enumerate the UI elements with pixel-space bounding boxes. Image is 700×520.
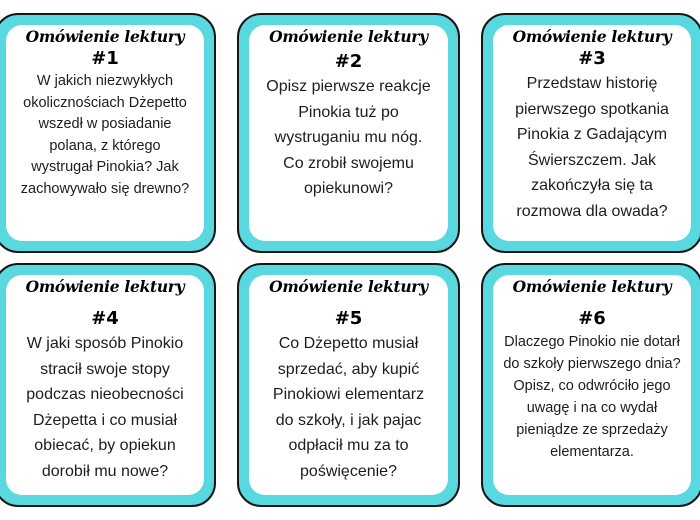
card-question: Dlaczego Pinokio nie dotarł do szkoły pierwszego dnia? Opisz, co odwróciło jego uwagę i na co wydał pieniądze ze sprzedaży elementarza.: [503, 334, 681, 460]
card-number: #5: [334, 308, 363, 329]
card-content: [249, 25, 448, 241]
card-question: Opisz pierwsze reakcje Pinokia tuż po wystruganiu mu nóg. Co zrobił swojemu opiekunowi?: [266, 78, 431, 197]
card-content: [493, 25, 691, 241]
question-card-6: [481, 263, 700, 507]
card-question: W jakich niezwykłych okolicznościach Dżepetto wszedł w posiadanie polana, z którego wystrugał Pinokia? Jak zachowywało się drewno?: [20, 73, 190, 197]
card-title: Omówienie lektury: [269, 27, 428, 46]
card-content: [493, 275, 691, 495]
card-content: [6, 275, 204, 495]
card-title: Omówienie lektury: [269, 277, 428, 296]
card-title: Omówienie lektury: [25, 277, 185, 296]
card-content: [249, 275, 448, 495]
card-title: Omówienie lektury: [25, 27, 185, 46]
question-card-4: [0, 263, 216, 507]
question-card-2: [237, 13, 460, 253]
question-card-1: [0, 13, 216, 253]
card-question: W jaki sposób Pinokio stracił swoje stopy podczas nieobecności Dżepetta i co musiał obiecać, by opiekun dorobił mu nowe?: [26, 335, 184, 480]
card-content: [6, 25, 204, 241]
card-question: Co Dżepetto musiał sprzedać, aby kupić Pinokiowi elementarz do szkoły, i jak pajac odpłacił mu za to poświęcenie?: [272, 335, 425, 480]
card-title: Omówienie lektury: [512, 277, 672, 296]
card-number: #3: [578, 48, 606, 69]
card-question: Przedstaw historię pierwszego spotkania Pinokia z Gadającym Świerszczem. Jak zakończyła się ta rozmowa dla owada?: [515, 75, 669, 220]
card-number: #6: [578, 308, 606, 329]
card-title: Omówienie lektury: [512, 27, 672, 46]
card-number: #2: [334, 51, 363, 72]
card-number: #4: [91, 308, 119, 329]
card-number: #1: [91, 48, 119, 69]
question-card-3: [481, 13, 700, 253]
question-card-5: [237, 263, 460, 507]
